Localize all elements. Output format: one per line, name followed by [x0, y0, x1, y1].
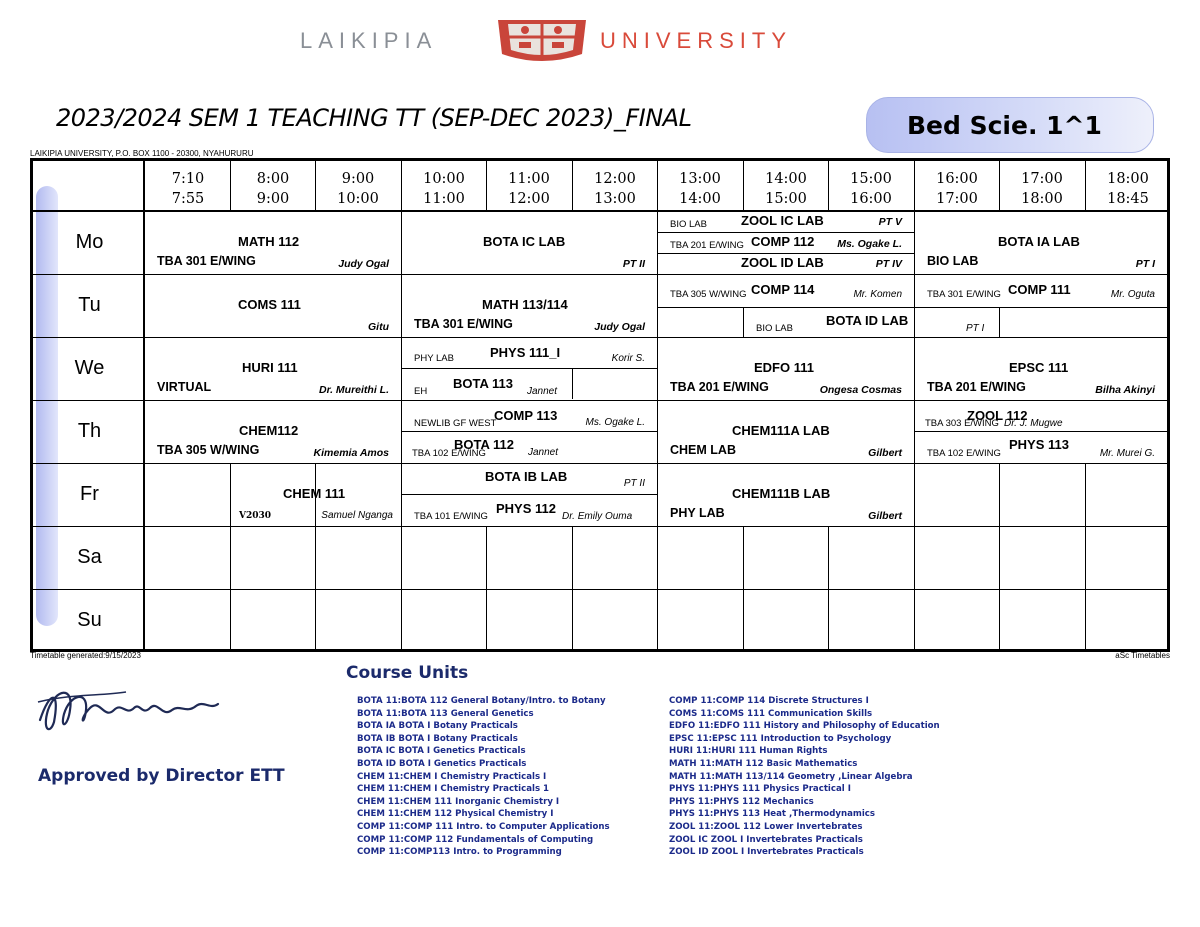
course-units-list-left	[357, 695, 610, 859]
teacher-name: Ms. Ogake L.	[585, 417, 645, 428]
room-label: TBA 201 E/WING	[927, 380, 1026, 394]
course-code: CHEM 111	[283, 486, 346, 501]
course-unit-item: MATH 11:MATH 113/114 Geometry ,Linear Algebra	[669, 771, 913, 782]
course-code: BOTA IC LAB	[483, 234, 566, 249]
teacher-name: Bilha Akinyi	[1095, 384, 1155, 396]
course-unit-item: COMP 11:COMP 114 Discrete Structures I	[669, 696, 869, 706]
time-header: 17:00 18:00	[1021, 171, 1063, 207]
course-code: BOTA 112	[454, 437, 514, 452]
teacher-name: PT I	[1135, 258, 1155, 270]
course-code: CHEM112	[239, 423, 299, 438]
course-code: EDFO 111	[754, 360, 814, 375]
lesson-cell-comp113[interactable]	[402, 401, 657, 431]
course-code: ZOOL IC LAB	[741, 213, 824, 228]
day-label-tu: Tu	[78, 294, 101, 316]
course-code: COMS 111	[238, 297, 301, 312]
course-unit-item: COMP 11:COMP113 Intro. to Programming	[357, 847, 562, 858]
day-label-sa: Sa	[77, 546, 102, 568]
lesson-cell-math113-114[interactable]	[402, 275, 657, 337]
lesson-cell-chem112[interactable]	[145, 401, 401, 463]
day-label-th: Th	[77, 420, 102, 442]
lesson-cell-bota-ib-lab[interactable]	[402, 464, 657, 494]
course-unit-item: ZOOL 11:ZOOL 112 Lower Invertebrates	[669, 821, 863, 832]
course-code: PHYS 111_I	[490, 345, 561, 360]
course-code: CHEM111B LAB	[732, 486, 831, 501]
course-unit-item: CHEM 11:CHEM I Chemistry Practicals I	[357, 771, 547, 782]
lesson-cell-zool112[interactable]	[915, 401, 1167, 431]
room-label: TBA 301 E/WING	[927, 289, 1001, 300]
course-unit-item: PHYS 11:PHYS 111 Physics Practical I	[669, 784, 851, 795]
course-unit-item: MATH 11:MATH 112 Basic Mathematics	[669, 758, 858, 769]
day-label-we: We	[74, 357, 105, 379]
course-unit-item: EDFO 11:EDFO 111 History and Philosophy of Education	[669, 721, 940, 732]
day-label-fr: Fr	[80, 483, 99, 505]
lesson-cell-comp111[interactable]	[915, 275, 1167, 307]
course-code: EPSC 111	[1009, 360, 1069, 375]
time-header: 12:00 13:00	[594, 171, 636, 207]
course-unit-item: COMS 11:COMS 111 Communication Skills	[669, 708, 873, 719]
lesson-cell-chem111[interactable]	[231, 464, 401, 526]
course-units-list-right	[669, 695, 940, 859]
teacher-name: Samuel Nganga	[321, 510, 393, 521]
course-code: BOTA 113	[453, 376, 513, 391]
room-label: V2030	[239, 511, 272, 521]
lesson-cell-bota112[interactable]	[402, 432, 657, 463]
teacher-name: Mr. Komen	[853, 289, 902, 300]
teacher-name: Gilbert	[868, 510, 902, 522]
room-label: NEWLIB GF WEST	[414, 418, 497, 429]
time-header: 13:00 14:00	[679, 171, 721, 207]
room-label: TBA 305 W/WING	[157, 443, 260, 457]
teacher-name: Korir S.	[611, 353, 645, 364]
room-label: TBA 303 E/WING	[925, 418, 999, 429]
course-code: COMP 114	[751, 282, 815, 297]
room-label: TBA 301 E/WING	[157, 254, 256, 268]
course-unit-item: HURI 11:HURI 111 Human Rights	[669, 746, 828, 757]
course-unit-item: BOTA ID BOTA I Genetics Practicals	[357, 758, 527, 769]
course-units-heading: Course Units	[346, 663, 469, 683]
director-signature	[30, 680, 230, 742]
lesson-cell-huri111[interactable]	[145, 338, 401, 400]
software-credit: aSc Timetables	[1115, 651, 1170, 660]
room-label: BIO LAB	[670, 219, 707, 230]
course-code: COMP 113	[494, 408, 558, 423]
lesson-cell-math112[interactable]	[145, 212, 401, 274]
room-label: TBA 101 E/WING	[414, 511, 488, 522]
time-header: 8:00 9:00	[256, 171, 290, 207]
teacher-name: PT V	[878, 216, 902, 228]
room-label: PHY LAB	[414, 353, 454, 364]
room-label: TBA 102 E/WING	[412, 448, 486, 459]
logo-text-laikipia: LAIKIPIA	[300, 28, 438, 53]
course-unit-item: PHYS 11:PHYS 112 Mechanics	[669, 796, 814, 807]
room-label: BIO LAB	[756, 323, 793, 334]
course-code: MATH 113/114	[482, 297, 568, 312]
room-label: BIO LAB	[927, 254, 979, 268]
room-label: TBA 301 E/WING	[414, 317, 513, 331]
time-header: 18:00 18:45	[1107, 171, 1149, 207]
lesson-cell-phys113[interactable]	[915, 432, 1167, 463]
university-crest-logo	[494, 18, 590, 64]
room-label: PHY LAB	[670, 506, 725, 520]
teacher-name: PT II	[623, 478, 645, 489]
lesson-cell-bota113[interactable]	[402, 369, 572, 400]
course-unit-item: PHYS 11:PHYS 113 Heat ,Thermodynamics	[669, 809, 875, 820]
teacher-name: Mr. Murei G.	[1099, 448, 1155, 459]
course-unit-item: BOTA IC BOTA I Genetics Practicals	[357, 746, 526, 757]
teacher-name: Gilbert	[868, 447, 902, 459]
time-header: 14:00 15:00	[765, 171, 807, 207]
time-header: 16:00 17:00	[936, 171, 978, 207]
course-code: BOTA IB LAB	[485, 469, 568, 484]
course-unit-item: BOTA IA BOTA I Botany Practicals	[357, 721, 518, 732]
teacher-name: PT I	[966, 323, 985, 334]
teacher-name: Judy Ogal	[594, 321, 645, 333]
course-unit-item: COMP 11:COMP 111 Intro. to Computer Applications	[357, 821, 610, 832]
course-code: PHYS 113	[1009, 437, 1069, 452]
course-unit-item: COMP 11:COMP 112 Fundamentals of Computing	[357, 834, 594, 845]
course-unit-item: BOTA 11:BOTA 112 General Botany/Intro. to Botany	[357, 696, 606, 706]
course-unit-item: CHEM 11:CHEM I Chemistry Practicals 1	[357, 784, 550, 795]
course-unit-item: CHEM 11:CHEM 112 Physical Chemistry I	[357, 809, 554, 820]
lesson-cell-zool-ic-lab[interactable]	[658, 212, 914, 232]
lesson-cell-phys112[interactable]	[402, 495, 657, 526]
teacher-name: Dr. J. Mugwe	[1004, 418, 1063, 429]
lesson-cell-chem111b-lab[interactable]	[658, 464, 914, 526]
room-label: TBA 102 E/WING	[927, 448, 1001, 459]
room-label: CHEM LAB	[670, 443, 736, 457]
room-label: VIRTUAL	[157, 380, 212, 394]
time-header: 7:10 7:55	[171, 171, 205, 207]
lesson-cell-epsc111[interactable]	[915, 338, 1167, 400]
course-code: ZOOL ID LAB	[741, 255, 824, 270]
course-code: PHYS 112	[496, 501, 556, 516]
course-unit-item: CHEM 11:CHEM 111 Inorganic Chemistry I	[357, 796, 560, 807]
teacher-name: Judy Ogal	[338, 258, 389, 270]
lesson-cell-edfo111[interactable]	[658, 338, 914, 400]
time-header: 9:00 10:00	[337, 171, 379, 207]
course-code: COMP 112	[751, 234, 815, 249]
generated-date: Timetable generated:9/15/2023	[30, 651, 141, 660]
course-code: BOTA ID LAB	[826, 313, 909, 328]
course-unit-item: ZOOL IC ZOOL I Invertebrates Practicals	[669, 834, 863, 845]
time-header: 11:00 12:00	[508, 171, 550, 207]
teacher-name: Ms. Ogake L.	[837, 238, 902, 250]
timetable-grid	[30, 158, 1170, 652]
teacher-name: Jannet	[527, 386, 558, 397]
course-code: BOTA IA LAB	[998, 234, 1080, 249]
university-address: LAIKIPIA UNIVERSITY, P.O. BOX 1100 - 20300, NYAHURURU	[30, 149, 254, 158]
course-unit-item: EPSC 11:EPSC 111 Introduction to Psychology	[669, 733, 892, 744]
course-unit-item: ZOOL ID ZOOL I Invertebrates Practicals	[669, 847, 864, 858]
teacher-name: Dr. Mureithi L.	[318, 384, 389, 396]
course-code: HURI 111	[242, 360, 298, 375]
teacher-name: Ongesa Cosmas	[819, 384, 902, 396]
lesson-cell-bota-ic-lab[interactable]	[402, 212, 657, 274]
course-code: ZOOL 112	[967, 408, 1028, 423]
logo-text-university: UNIVERSITY	[600, 28, 793, 53]
time-header: 10:00 11:00	[423, 171, 465, 207]
teacher-name: Kimemia Amos	[313, 447, 389, 459]
teacher-name: PT II	[622, 258, 645, 270]
room-label: EH	[414, 386, 428, 397]
approval-label: Approved by Director ETT	[38, 766, 285, 786]
teacher-name: Mr. Oguta	[1110, 289, 1155, 300]
room-label: TBA 305 W/WING	[670, 289, 747, 300]
lesson-cell-zool-id-lab[interactable]	[658, 254, 914, 274]
class-label-badge: Bed Scie. 1^1	[866, 97, 1154, 153]
teacher-name: Jannet	[528, 447, 559, 458]
course-code: COMP 111	[1008, 282, 1071, 297]
day-label-mo: Mo	[75, 231, 104, 253]
teacher-name: Gitu	[368, 321, 389, 333]
lesson-cell-bota-id-lab[interactable]	[744, 308, 999, 337]
room-label: TBA 201 E/WING	[670, 240, 744, 251]
course-code: MATH 112	[238, 234, 300, 249]
lesson-cell-phys111-i[interactable]	[402, 338, 657, 368]
lesson-cell-comp114[interactable]	[658, 275, 914, 307]
course-code: CHEM111A LAB	[732, 423, 830, 438]
teacher-name: PT IV	[875, 258, 902, 270]
teacher-name: Dr. Emily Ouma	[562, 511, 633, 522]
lesson-cell-bota-ia-lab[interactable]	[915, 212, 1167, 274]
course-unit-item: BOTA IB BOTA I Botany Practicals	[357, 733, 518, 744]
room-label: TBA 201 E/WING	[670, 380, 769, 394]
page-title: 2023/2024 SEM 1 TEACHING TT (SEP-DEC 2023)_FINAL	[56, 104, 692, 132]
lesson-cell-chem111a-lab[interactable]	[658, 401, 914, 463]
lesson-cell-comp112[interactable]	[658, 233, 914, 253]
day-label-su: Su	[77, 609, 102, 631]
lesson-cell-coms111[interactable]	[145, 275, 401, 337]
course-unit-item: BOTA 11:BOTA 113 General Genetics	[357, 708, 534, 719]
time-header: 15:00 16:00	[850, 171, 892, 207]
